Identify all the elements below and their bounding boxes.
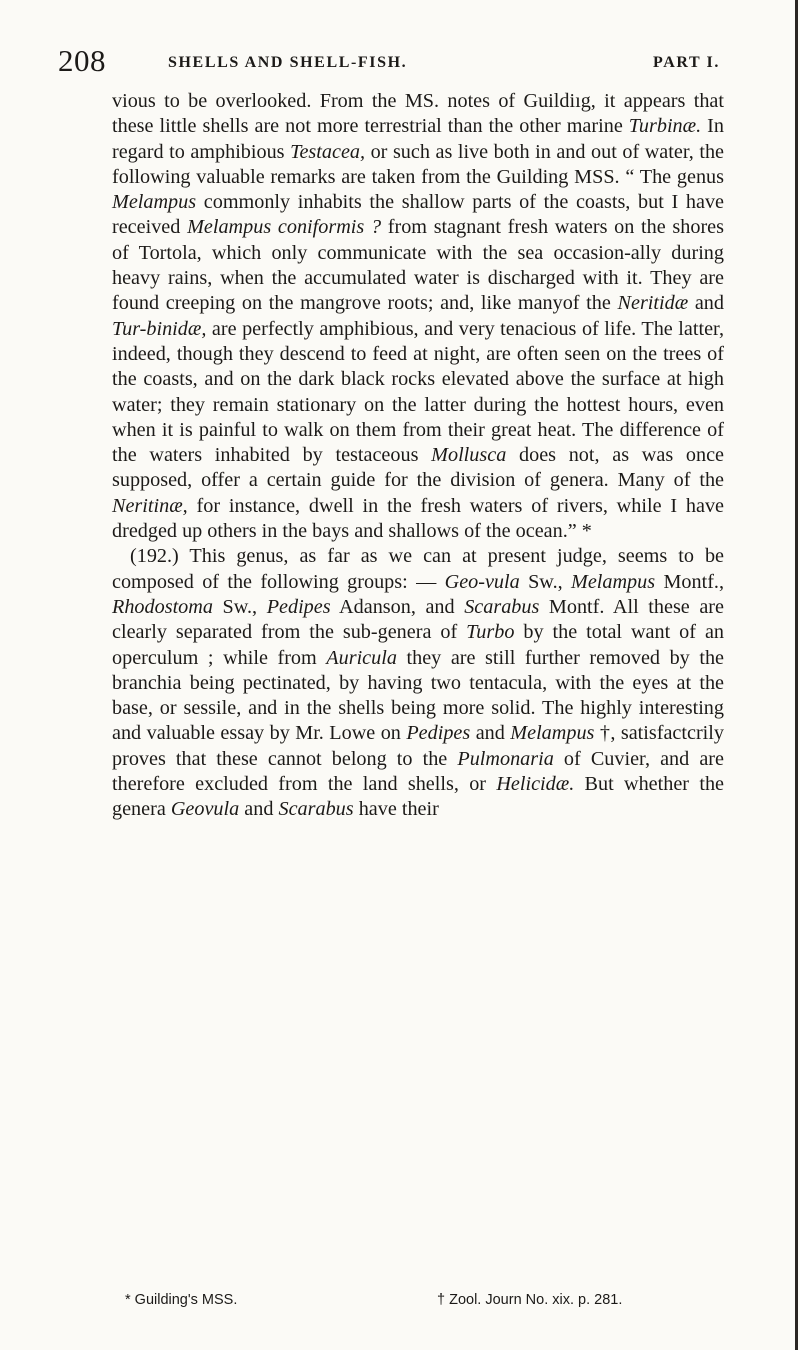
italic-term: Pulmonaria	[457, 747, 554, 770]
text-run: they are still further removed by the branchia being pectinated, by having two tentacula, with the eyes at the base, or sessile, and in the shells being more solid. The highly interesting and valuable essay by Mr. Lowe on	[112, 646, 725, 745]
text-run: or such as live both in and out of water, the following valuable remarks are taken from the Guilding MSS. “ The genus	[112, 140, 724, 188]
italic-term: Melampus	[571, 570, 656, 593]
text-run: But whether the genera	[112, 773, 724, 821]
italic-term: Geo-vula	[444, 570, 520, 593]
italic-term: Melampus	[510, 722, 595, 745]
italic-term: Pedipes	[406, 722, 471, 745]
italic-term: Pedipes	[266, 595, 331, 618]
italic-term: Neritidæ	[617, 292, 689, 315]
italic-term: Geovula	[170, 798, 240, 821]
text-run: †, satisfactcrily proves that these cannot belong to the	[112, 722, 724, 770]
text-run: and	[688, 292, 724, 315]
text-run: vious to be overlooked. From the MS. notes of Guildiıg, it appears that these little shells are not more terrestrial than the other marine	[112, 90, 724, 138]
footnote-guilding: * Guilding's MSS.	[125, 1292, 238, 1308]
italic-term: Scarabus	[464, 595, 540, 618]
italic-term: Helicidæ.	[496, 773, 575, 796]
paragraph-continued	[112, 89, 724, 544]
text-run: In regard to amphibious	[112, 115, 724, 163]
italic-term: Turbinæ.	[628, 115, 702, 138]
text-run: of Cuvier, and are therefore excluded from the land shells, or	[112, 747, 724, 796]
text-run: and	[470, 722, 511, 745]
page-header	[58, 44, 720, 84]
footnote-zool-journ: † Zool. Journ No. xix. p. 281.	[437, 1292, 623, 1308]
italic-term: Testacea,	[290, 140, 366, 163]
text-run: does not, as was once supposed, offer a certain guide for the division of genera. Many of the	[112, 444, 724, 492]
page-number: 208	[58, 43, 106, 78]
italic-term: Tur-binidæ,	[112, 317, 207, 340]
text-run: are perfectly amphibious, and very tenacious of life. The latter, indeed, though they descend to feed at night, are often seen on the trees of the coasts, and on the dark black rocks elevated above the surface at high water; they remain stationary on the latter during the hottest hours, even when it is painful to walk on them from their great heat. The difference of the waters inhabited by testaceous	[112, 317, 724, 467]
running-head: SHELLS AND SHELL-FISH.	[168, 54, 408, 71]
part-label: PART I.	[653, 54, 720, 71]
text-run: Sw.,	[519, 570, 571, 593]
text-run: Adanson, and	[330, 595, 465, 618]
italic-term: Auricula	[326, 646, 397, 669]
text-run: from stagnant fresh waters on the shores of Tortola, which only communicate with the sea occasion-ally during heavy rains, when the accumulated water is discharged with it. They are found creeping on the mangrove roots; and, like manyof the	[112, 216, 724, 315]
text-run: have their	[353, 798, 439, 821]
text-run: Sw.,	[212, 595, 267, 618]
italic-term: Neritinæ,	[112, 494, 188, 517]
italic-term: Mollusca	[431, 444, 507, 467]
page-edge-rule	[795, 0, 798, 1350]
text-run: and	[239, 798, 279, 821]
italic-term: Scarabus	[278, 798, 354, 821]
text-run: by the total want of an operculum ; while from	[112, 621, 724, 669]
text-run: Montf. All these are clearly separated from the sub-genera of	[112, 595, 724, 644]
text-run: for instance, dwell in the fresh waters of rivers, while I have dredged up others in the bays and shallows of the ocean.” *	[112, 494, 724, 543]
text-run: (192.) This genus, as far as we can at present judge, seems to be composed of the following groups: —	[112, 545, 724, 593]
italic-term: Melampus	[112, 191, 197, 214]
italic-term: Rhodostoma	[112, 595, 213, 618]
italic-term: Melampus coniformis ?	[187, 216, 382, 239]
text-run: Montf.,	[655, 570, 725, 593]
italic-term: Turbo	[466, 621, 515, 644]
body-text	[112, 89, 724, 823]
text-run: commonly inhabits the shallow parts of the coasts, but I have received	[112, 191, 724, 239]
paragraph-192	[112, 544, 724, 822]
